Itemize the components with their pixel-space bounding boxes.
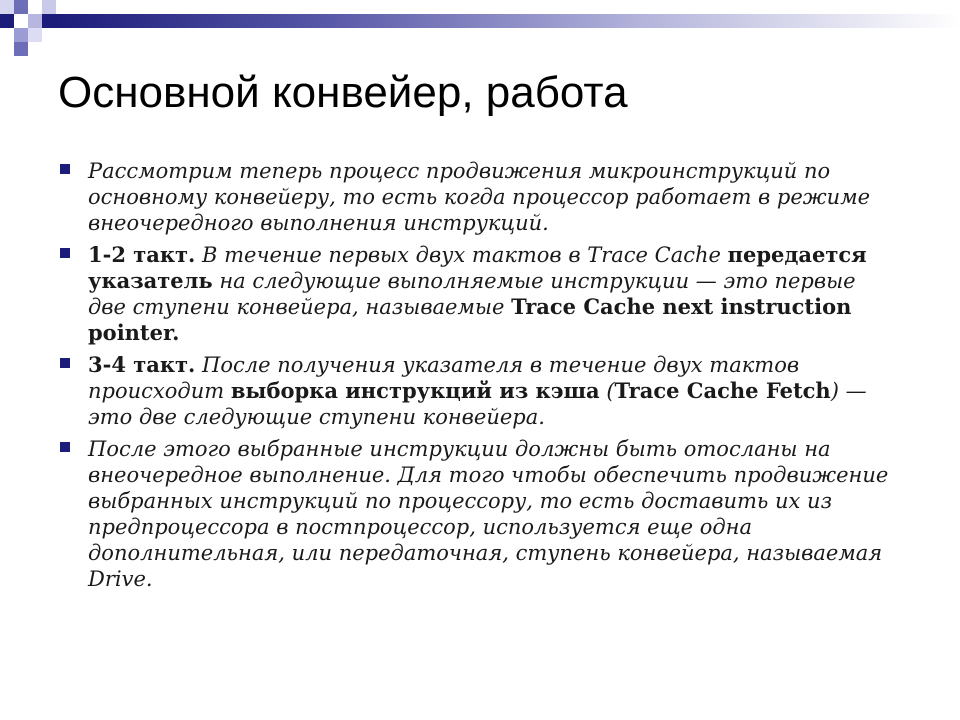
item-emphasis: выборка инструкций из кэша	[230, 378, 600, 403]
decor-square	[0, 14, 14, 28]
decor-square	[14, 14, 28, 28]
item-text: В течение первых двух тактов в Trace Cache	[195, 243, 728, 267]
item-text: (	[599, 379, 615, 403]
slide-title: Основной конвейер, работа	[58, 68, 628, 117]
square-bullet-icon	[60, 358, 70, 368]
square-bullet-icon	[60, 248, 70, 258]
square-bullet-icon	[60, 164, 70, 174]
item-text: Рассмотрим теперь процесс продвижения микроинструкций по основному конвейеру, то есть когда процессор работает в режиме внеочередного выполнения инструкций.	[88, 159, 871, 235]
item-text: на следующие выполняемые инструкции — это первые две ступени конвейера, называемые	[88, 269, 856, 319]
decor-square	[42, 0, 56, 14]
decor-square	[42, 14, 56, 28]
list-item	[60, 158, 900, 236]
decor-square	[0, 0, 14, 14]
decor-square	[14, 0, 28, 14]
decor-square	[14, 28, 28, 42]
item-text: ) — это две следующие ступени конвейера.	[88, 379, 867, 429]
list-item	[60, 436, 900, 592]
item-step-label: 3-4 такт.	[88, 352, 196, 377]
bullet-list	[60, 158, 900, 598]
header-gradient-bar	[56, 14, 960, 28]
item-emphasis: передается указатель	[88, 242, 867, 293]
decor-square	[28, 28, 42, 42]
decor-square	[14, 42, 28, 56]
item-step-label: 1-2 такт.	[88, 242, 196, 267]
list-item	[60, 352, 900, 430]
square-bullet-icon	[60, 442, 70, 452]
item-text: После получения указателя в течение двух тактов происходит	[88, 353, 800, 403]
decor-square	[0, 28, 14, 42]
decor-square	[28, 0, 42, 14]
list-item	[60, 242, 900, 346]
item-emphasis: Trace Cache next instruction pointer.	[88, 294, 852, 345]
decor-square	[28, 14, 42, 28]
item-emphasis: Trace Cache Fetch	[614, 378, 831, 403]
item-text: После этого выбранные инструкции должны быть отосланы на внеочередное выполнение. Для того чтобы обеспечить продвижение выбранных инструкций по процессору, то есть доставить их из предпроцессора в постпроцессор, используется еще одна дополнительная, или передаточная, ступень конвейера, называемая Drive.	[88, 437, 889, 591]
